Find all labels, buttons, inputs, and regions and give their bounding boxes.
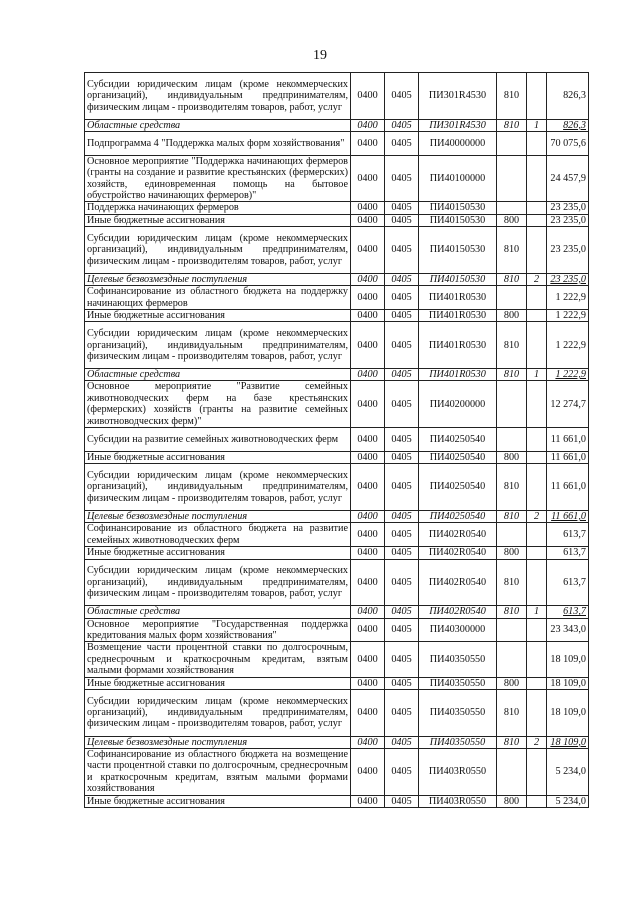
target-article-cell: ПИ401R0530 <box>419 310 497 322</box>
expense-type-cell: 810 <box>497 322 527 369</box>
target-article-cell: ПИ40350550 <box>419 642 497 677</box>
amount-cell: 70 075,6 <box>547 132 589 156</box>
row-name-cell: Целевые безвозмездные поступления <box>85 273 351 285</box>
funding-source-cell: 2 <box>527 510 547 522</box>
expense-type-cell: 810 <box>497 369 527 381</box>
row-name-cell: Областные средства <box>85 606 351 618</box>
amount-cell: 1 222,9 <box>547 322 589 369</box>
funding-source-cell <box>527 428 547 452</box>
table-row <box>85 451 589 463</box>
amount-cell: 11 661,0 <box>547 428 589 452</box>
amount-cell: 613,7 <box>547 547 589 559</box>
table-row <box>85 155 589 202</box>
row-name-cell: Иные бюджетные ассигнования <box>85 310 351 322</box>
expense-type-cell: 810 <box>497 464 527 511</box>
section-code-cell: 0400 <box>351 214 385 226</box>
funding-source-cell <box>527 132 547 156</box>
amount-cell: 23 235,0 <box>547 202 589 214</box>
amount-cell: 23 235,0 <box>547 227 589 274</box>
target-article-cell: ПИ402R0540 <box>419 547 497 559</box>
section-code-cell: 0400 <box>351 273 385 285</box>
row-name-cell: Иные бюджетные ассигнования <box>85 451 351 463</box>
subsection-code-cell: 0405 <box>385 748 419 795</box>
row-name-cell: Целевые безвозмездные поступления <box>85 510 351 522</box>
subsection-code-cell: 0405 <box>385 559 419 606</box>
section-code-cell: 0400 <box>351 736 385 748</box>
subsection-code-cell: 0405 <box>385 451 419 463</box>
page-number: 19 <box>313 48 327 63</box>
target-article-cell: ПИ40250540 <box>419 451 497 463</box>
amount-cell: 1 222,9 <box>547 369 589 381</box>
expense-type-cell <box>497 523 527 547</box>
funding-source-cell: 1 <box>527 119 547 131</box>
amount-cell: 1 222,9 <box>547 286 589 310</box>
subsection-code-cell: 0405 <box>385 273 419 285</box>
funding-source-cell <box>527 202 547 214</box>
expense-type-cell: 800 <box>497 310 527 322</box>
subsection-code-cell: 0405 <box>385 227 419 274</box>
expense-type-cell: 810 <box>497 119 527 131</box>
table-row <box>85 748 589 795</box>
funding-source-cell <box>527 689 547 736</box>
amount-cell: 5 234,0 <box>547 748 589 795</box>
subsection-code-cell: 0405 <box>385 689 419 736</box>
section-code-cell: 0400 <box>351 369 385 381</box>
subsection-code-cell: 0405 <box>385 677 419 689</box>
target-article-cell: ПИ40250540 <box>419 464 497 511</box>
section-code-cell: 0400 <box>351 677 385 689</box>
section-code-cell: 0400 <box>351 73 385 120</box>
target-article-cell: ПИ401R0530 <box>419 322 497 369</box>
subsection-code-cell: 0405 <box>385 428 419 452</box>
target-article-cell: ПИ40150530 <box>419 227 497 274</box>
section-code-cell: 0400 <box>351 322 385 369</box>
section-code-cell: 0400 <box>351 464 385 511</box>
row-name-cell: Субсидии юридическим лицам (кроме некоммерческих организаций), индивидуальным предпринимателям, физическим лицам - производителям товаров, работ, услуг <box>85 559 351 606</box>
section-code-cell: 0400 <box>351 286 385 310</box>
funding-source-cell <box>527 310 547 322</box>
section-code-cell: 0400 <box>351 227 385 274</box>
section-code-cell: 0400 <box>351 689 385 736</box>
row-name-cell: Основное мероприятие "Развитие семейных животноводческих ферм на базе крестьянских (фермерских) хозяйств (гранты на развитие семейных животноводческих ферм)" <box>85 381 351 428</box>
subsection-code-cell: 0405 <box>385 132 419 156</box>
expense-type-cell <box>497 642 527 677</box>
amount-cell: 826,3 <box>547 119 589 131</box>
table-row <box>85 559 589 606</box>
row-name-cell: Подпрограмма 4 "Поддержка малых форм хозяйствования" <box>85 132 351 156</box>
section-code-cell: 0400 <box>351 642 385 677</box>
row-name-cell: Софинансирование из областного бюджета на возмещение части процентной ставки по долгосрочным, среднесрочным и краткосрочным кредитам, взятым малыми формами хозяйствования <box>85 748 351 795</box>
expense-type-cell: 810 <box>497 606 527 618</box>
subsection-code-cell: 0405 <box>385 606 419 618</box>
target-article-cell: ПИ40300000 <box>419 618 497 642</box>
target-article-cell: ПИ40250540 <box>419 510 497 522</box>
funding-source-cell <box>527 214 547 226</box>
funding-source-cell <box>527 227 547 274</box>
target-article-cell: ПИ40100000 <box>419 155 497 202</box>
expense-type-cell <box>497 381 527 428</box>
row-name-cell: Субсидии юридическим лицам (кроме некоммерческих организаций), индивидуальным предпринимателям, физическим лицам - производителям товаров, работ, услуг <box>85 464 351 511</box>
table-row <box>85 642 589 677</box>
funding-source-cell <box>527 286 547 310</box>
amount-cell: 18 109,0 <box>547 689 589 736</box>
section-code-cell: 0400 <box>351 606 385 618</box>
row-name-cell: Субсидии юридическим лицам (кроме некоммерческих организаций), индивидуальным предпринимателям, физическим лицам - производителям товаров, работ, услуг <box>85 73 351 120</box>
funding-source-cell <box>527 73 547 120</box>
section-code-cell: 0400 <box>351 618 385 642</box>
row-name-cell: Поддержка начинающих фермеров <box>85 202 351 214</box>
table-row <box>85 369 589 381</box>
table-row <box>85 689 589 736</box>
row-name-cell: Иные бюджетные ассигнования <box>85 547 351 559</box>
amount-cell: 18 109,0 <box>547 642 589 677</box>
section-code-cell: 0400 <box>351 132 385 156</box>
subsection-code-cell: 0405 <box>385 795 419 807</box>
row-name-cell: Иные бюджетные ассигнования <box>85 214 351 226</box>
section-code-cell: 0400 <box>351 523 385 547</box>
expense-type-cell <box>497 286 527 310</box>
section-code-cell: 0400 <box>351 547 385 559</box>
row-name-cell: Субсидии юридическим лицам (кроме некоммерческих организаций), индивидуальным предпринимателям, физическим лицам - производителям товаров, работ, услуг <box>85 322 351 369</box>
table-row <box>85 381 589 428</box>
funding-source-cell <box>527 322 547 369</box>
amount-cell: 23 343,0 <box>547 618 589 642</box>
budget-table <box>84 72 589 808</box>
subsection-code-cell: 0405 <box>385 381 419 428</box>
funding-source-cell <box>527 547 547 559</box>
subsection-code-cell: 0405 <box>385 286 419 310</box>
funding-source-cell <box>527 748 547 795</box>
row-name-cell: Областные средства <box>85 119 351 131</box>
target-article-cell: ПИ403R0550 <box>419 795 497 807</box>
target-article-cell: ПИ40150530 <box>419 273 497 285</box>
table-row <box>85 73 589 120</box>
target-article-cell: ПИ40350550 <box>419 677 497 689</box>
row-name-cell: Субсидии на развитие семейных животноводческих ферм <box>85 428 351 452</box>
expense-type-cell: 810 <box>497 73 527 120</box>
section-code-cell: 0400 <box>351 428 385 452</box>
table-row <box>85 132 589 156</box>
subsection-code-cell: 0405 <box>385 119 419 131</box>
target-article-cell: ПИ402R0540 <box>419 523 497 547</box>
funding-source-cell <box>527 618 547 642</box>
section-code-cell: 0400 <box>351 310 385 322</box>
section-code-cell: 0400 <box>351 451 385 463</box>
amount-cell: 613,7 <box>547 523 589 547</box>
table-row <box>85 273 589 285</box>
table-row <box>85 606 589 618</box>
amount-cell: 1 222,9 <box>547 310 589 322</box>
target-article-cell: ПИ403R0550 <box>419 748 497 795</box>
expense-type-cell: 810 <box>497 736 527 748</box>
funding-source-cell <box>527 795 547 807</box>
subsection-code-cell: 0405 <box>385 73 419 120</box>
expense-type-cell: 810 <box>497 510 527 522</box>
amount-cell: 5 234,0 <box>547 795 589 807</box>
section-code-cell: 0400 <box>351 795 385 807</box>
expense-type-cell: 810 <box>497 559 527 606</box>
expense-type-cell <box>497 132 527 156</box>
expense-type-cell <box>497 748 527 795</box>
amount-cell: 11 661,0 <box>547 464 589 511</box>
amount-cell: 12 274,7 <box>547 381 589 428</box>
table-row <box>85 119 589 131</box>
target-article-cell: ПИ301R4530 <box>419 119 497 131</box>
row-name-cell: Областные средства <box>85 369 351 381</box>
table-row <box>85 464 589 511</box>
target-article-cell: ПИ40350550 <box>419 689 497 736</box>
table-row <box>85 310 589 322</box>
amount-cell: 613,7 <box>547 606 589 618</box>
funding-source-cell: 2 <box>527 273 547 285</box>
target-article-cell: ПИ401R0530 <box>419 369 497 381</box>
amount-cell: 23 235,0 <box>547 273 589 285</box>
table-row <box>85 523 589 547</box>
table-row <box>85 547 589 559</box>
funding-source-cell: 2 <box>527 736 547 748</box>
target-article-cell: ПИ402R0540 <box>419 606 497 618</box>
table-row <box>85 322 589 369</box>
amount-cell: 11 661,0 <box>547 451 589 463</box>
funding-source-cell <box>527 464 547 511</box>
row-name-cell: Иные бюджетные ассигнования <box>85 677 351 689</box>
expense-type-cell: 810 <box>497 227 527 274</box>
expense-type-cell: 810 <box>497 689 527 736</box>
row-name-cell: Иные бюджетные ассигнования <box>85 795 351 807</box>
row-name-cell: Целевые безвозмездные поступления <box>85 736 351 748</box>
subsection-code-cell: 0405 <box>385 547 419 559</box>
expense-type-cell: 800 <box>497 677 527 689</box>
amount-cell: 613,7 <box>547 559 589 606</box>
amount-cell: 11 661,0 <box>547 510 589 522</box>
subsection-code-cell: 0405 <box>385 736 419 748</box>
subsection-code-cell: 0405 <box>385 618 419 642</box>
funding-source-cell <box>527 451 547 463</box>
expense-type-cell: 810 <box>497 273 527 285</box>
row-name-cell: Софинансирование из областного бюджета на поддержку начинающих фермеров <box>85 286 351 310</box>
expense-type-cell <box>497 155 527 202</box>
subsection-code-cell: 0405 <box>385 214 419 226</box>
funding-source-cell <box>527 523 547 547</box>
table-row <box>85 428 589 452</box>
funding-source-cell: 1 <box>527 606 547 618</box>
funding-source-cell <box>527 677 547 689</box>
expense-type-cell <box>497 618 527 642</box>
target-article-cell: ПИ40250540 <box>419 428 497 452</box>
amount-cell: 826,3 <box>547 73 589 120</box>
row-name-cell: Софинансирование из областного бюджета на развитие семейных животноводческих ферм <box>85 523 351 547</box>
section-code-cell: 0400 <box>351 381 385 428</box>
table-row <box>85 227 589 274</box>
section-code-cell: 0400 <box>351 155 385 202</box>
amount-cell: 18 109,0 <box>547 677 589 689</box>
subsection-code-cell: 0405 <box>385 202 419 214</box>
amount-cell: 24 457,9 <box>547 155 589 202</box>
funding-source-cell <box>527 381 547 428</box>
target-article-cell: ПИ40350550 <box>419 736 497 748</box>
expense-type-cell: 800 <box>497 451 527 463</box>
row-name-cell: Основное мероприятие "Поддержка начинающих фермеров (гранты на создание и развитие крестьянских (фермерских) хозяйств, единовременная помощь на бытовое обустройство начинающих фермеров)" <box>85 155 351 202</box>
table-row <box>85 736 589 748</box>
funding-source-cell <box>527 559 547 606</box>
target-article-cell: ПИ401R0530 <box>419 286 497 310</box>
target-article-cell: ПИ301R4530 <box>419 73 497 120</box>
target-article-cell: ПИ40150530 <box>419 214 497 226</box>
row-name-cell: Субсидии юридическим лицам (кроме некоммерческих организаций), индивидуальным предпринимателям, физическим лицам - производителям товаров, работ, услуг <box>85 227 351 274</box>
section-code-cell: 0400 <box>351 748 385 795</box>
table-row <box>85 510 589 522</box>
row-name-cell: Возмещение части процентной ставки по долгосрочным, среднесрочным и краткосрочным кредитам, взятым малыми формами хозяйствования <box>85 642 351 677</box>
subsection-code-cell: 0405 <box>385 322 419 369</box>
subsection-code-cell: 0405 <box>385 369 419 381</box>
section-code-cell: 0400 <box>351 559 385 606</box>
subsection-code-cell: 0405 <box>385 510 419 522</box>
table-row <box>85 795 589 807</box>
table-row <box>85 214 589 226</box>
table-row <box>85 202 589 214</box>
amount-cell: 18 109,0 <box>547 736 589 748</box>
section-code-cell: 0400 <box>351 510 385 522</box>
target-article-cell: ПИ402R0540 <box>419 559 497 606</box>
subsection-code-cell: 0405 <box>385 464 419 511</box>
funding-source-cell <box>527 155 547 202</box>
section-code-cell: 0400 <box>351 119 385 131</box>
funding-source-cell <box>527 642 547 677</box>
table-row <box>85 618 589 642</box>
expense-type-cell: 800 <box>497 214 527 226</box>
amount-cell: 23 235,0 <box>547 214 589 226</box>
expense-type-cell <box>497 202 527 214</box>
expense-type-cell: 800 <box>497 795 527 807</box>
expense-type-cell <box>497 428 527 452</box>
table-row <box>85 286 589 310</box>
subsection-code-cell: 0405 <box>385 155 419 202</box>
table-row <box>85 677 589 689</box>
budget-table-body <box>85 73 589 808</box>
section-code-cell: 0400 <box>351 202 385 214</box>
row-name-cell: Основное мероприятие "Государственная поддержка кредитования малых форм хозяйствования" <box>85 618 351 642</box>
subsection-code-cell: 0405 <box>385 523 419 547</box>
target-article-cell: ПИ40150530 <box>419 202 497 214</box>
expense-type-cell: 800 <box>497 547 527 559</box>
funding-source-cell: 1 <box>527 369 547 381</box>
target-article-cell: ПИ40000000 <box>419 132 497 156</box>
subsection-code-cell: 0405 <box>385 642 419 677</box>
row-name-cell: Субсидии юридическим лицам (кроме некоммерческих организаций), индивидуальным предпринимателям, физическим лицам - производителям товаров, работ, услуг <box>85 689 351 736</box>
subsection-code-cell: 0405 <box>385 310 419 322</box>
target-article-cell: ПИ40200000 <box>419 381 497 428</box>
